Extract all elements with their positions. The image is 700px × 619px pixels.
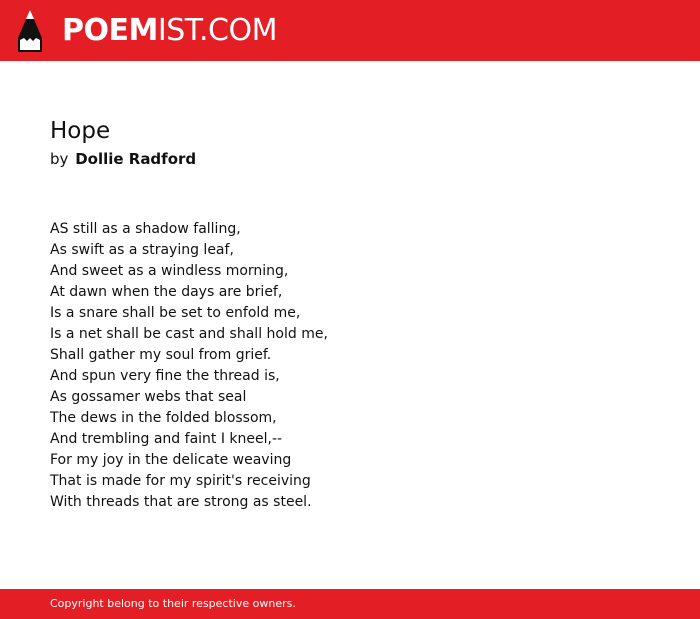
site-logo[interactable] xyxy=(62,11,277,51)
by-label: by xyxy=(50,150,69,168)
poem-line: Shall gather my soul from grief. xyxy=(50,347,272,363)
site-footer xyxy=(0,589,700,619)
poem-line: For my joy in the delicate weaving xyxy=(50,452,292,468)
copyright-text: Copyright belong to their respective owners. xyxy=(50,597,296,610)
poem-line: The dews in the folded blossom, xyxy=(50,410,277,426)
pencil-tip-icon[interactable] xyxy=(18,10,42,52)
poem-line: Is a net shall be cast and shall hold me, xyxy=(50,326,328,342)
site-header xyxy=(0,0,700,61)
byline xyxy=(50,148,196,170)
logo-light-text: IST.COM xyxy=(157,13,277,48)
poem-line: And spun very fine the thread is, xyxy=(50,368,280,384)
poem-line: With threads that are strong as steel. xyxy=(50,494,312,510)
poem-title: Hope xyxy=(50,118,111,144)
author-name: Dollie Radford xyxy=(75,150,197,168)
poem-body xyxy=(50,219,328,513)
poem-line: AS still as a shadow falling, xyxy=(50,221,241,237)
poem-line: And sweet as a windless morning, xyxy=(50,263,289,279)
poem-line: That is made for my spirit's receiving xyxy=(50,473,311,489)
poem-line: Is a snare shall be set to enfold me, xyxy=(50,305,301,321)
poem-line: And trembling and faint I kneel,-- xyxy=(50,431,283,447)
poem-line: As gossamer webs that seal xyxy=(50,389,247,405)
poem-line: As swift as a straying leaf, xyxy=(50,242,234,258)
logo-bold-text: POEM xyxy=(62,13,158,48)
poem-line: At dawn when the days are brief, xyxy=(50,284,283,300)
